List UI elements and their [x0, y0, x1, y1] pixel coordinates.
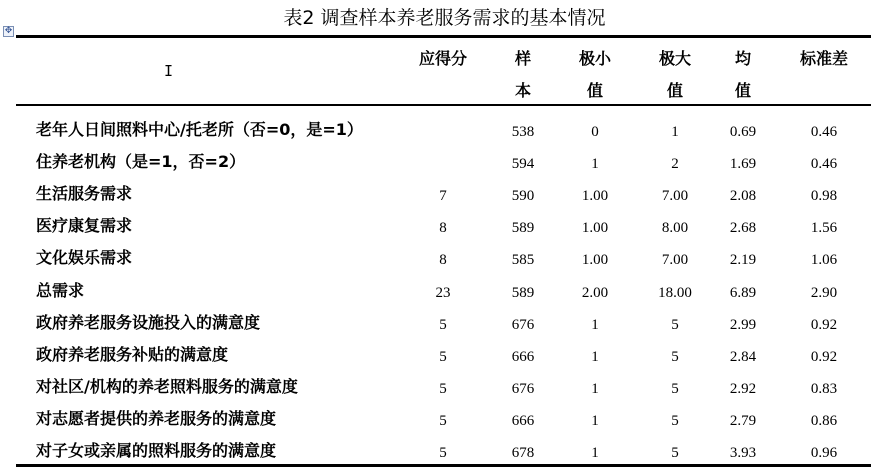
col-header-min-line-2: 值	[586, 81, 603, 100]
cell-mean: 2.99	[729, 316, 757, 333]
cell-sd: 0.98	[810, 188, 838, 205]
table-header-rule	[16, 104, 871, 106]
cell-sample: 589	[511, 220, 535, 237]
row-label: 生活服务需求	[36, 184, 133, 204]
col-header-mean-line-2: 值	[734, 81, 751, 100]
table-row	[0, 183, 889, 215]
cell-sd: 0.92	[810, 348, 838, 365]
cell-mean: 3.93	[729, 445, 757, 461]
row-label: 总需求	[36, 280, 85, 300]
cell-max: 5	[671, 348, 679, 365]
cell-sample: 678	[511, 445, 535, 461]
row-label: 文化娱乐需求	[36, 248, 133, 268]
cell-min: 2.00	[581, 284, 609, 301]
col-header-mean-line-1: 均	[734, 49, 751, 68]
cell-score: 23	[435, 284, 451, 301]
cell-max: 5	[671, 412, 679, 429]
table-row	[0, 440, 889, 472]
cell-mean: 2.84	[729, 348, 757, 365]
cell-sd: 0.83	[810, 380, 838, 397]
cell-max: 7.00	[661, 188, 689, 205]
cell-max: 18.00	[658, 284, 692, 301]
cell-min: 1.00	[581, 220, 609, 237]
cell-score: 8	[439, 252, 447, 269]
cell-sd: 2.90	[810, 284, 838, 301]
cell-min: 1	[591, 412, 599, 429]
col-header-sd: 标准差	[799, 49, 848, 68]
cell-mean: 2.92	[729, 380, 757, 397]
table-row	[0, 312, 889, 344]
cell-sd: 0.46	[810, 124, 838, 140]
cell-mean: 2.68	[729, 220, 757, 237]
cell-max: 5	[671, 445, 679, 461]
table-row	[0, 280, 889, 312]
cell-sample: 538	[511, 124, 535, 140]
cell-sd: 1.06	[810, 252, 838, 269]
row-label: 政府养老服务设施投入的满意度	[36, 312, 261, 332]
table-row	[0, 344, 889, 376]
cell-sample: 676	[511, 316, 535, 333]
cell-min: 1.00	[581, 188, 609, 205]
cell-max: 2	[671, 156, 679, 173]
cell-sd: 1.56	[810, 220, 838, 237]
cell-mean: 2.19	[729, 252, 757, 269]
table-title: 表2 调查样本养老服务需求的基本情况	[283, 7, 606, 29]
cell-sample: 590	[511, 188, 535, 205]
row-label: 住养老机构（是=1，否=2）	[36, 152, 246, 172]
cell-score: 7	[439, 188, 447, 205]
cell-score: 5	[439, 316, 447, 333]
table-row	[0, 151, 889, 183]
col-header-sample-line-2: 本	[514, 81, 531, 100]
row-label: 医疗康复需求	[36, 216, 133, 236]
cell-sd: 0.96	[810, 445, 838, 461]
cell-min: 1	[591, 348, 599, 365]
cell-mean: 0.69	[729, 124, 757, 140]
row-label: 老年人日间照料中心/托老所（否=0，是=1）	[36, 120, 363, 139]
row-label: 对志愿者提供的养老服务的满意度	[36, 408, 277, 428]
cell-min: 1	[591, 156, 599, 173]
cell-sd: 0.86	[810, 412, 838, 429]
cell-mean: 1.69	[729, 156, 757, 173]
table-row	[0, 119, 889, 151]
cell-sample: 666	[511, 348, 535, 365]
col-header-score: 应得分	[418, 49, 467, 68]
row-label: 政府养老服务补贴的满意度	[36, 344, 229, 364]
cell-score: 5	[439, 380, 447, 397]
table-top-rule	[16, 35, 871, 38]
col-header-min-line-1: 极小	[578, 49, 611, 68]
cell-min: 1	[591, 445, 599, 461]
cell-sample: 676	[511, 380, 535, 397]
cell-score: 5	[439, 445, 447, 461]
col-header-sample-line-1: 样	[514, 49, 531, 68]
text-cursor-icon: I	[164, 62, 174, 80]
cell-max: 5	[671, 380, 679, 397]
cell-min: 1	[591, 380, 599, 397]
cell-max: 1	[671, 124, 679, 140]
cell-max: 8.00	[661, 220, 689, 237]
cell-mean: 2.08	[729, 188, 757, 205]
table-move-handle-icon[interactable]: ✥	[4, 26, 13, 36]
cell-score: 8	[439, 220, 447, 237]
table-bottom-rule	[16, 464, 871, 467]
cell-min: 1	[591, 316, 599, 333]
cell-sd: 0.46	[810, 156, 838, 173]
row-label: 对社区/机构的养老照料服务的满意度	[36, 376, 298, 396]
cell-min: 0	[591, 124, 599, 140]
cell-sample: 594	[511, 156, 535, 173]
row-label: 对子女或亲属的照料服务的满意度	[36, 441, 277, 460]
table-row	[0, 408, 889, 440]
cell-min: 1.00	[581, 252, 609, 269]
table-row	[0, 247, 889, 279]
cell-mean: 2.79	[729, 412, 757, 429]
cell-sample: 585	[511, 252, 535, 269]
cell-mean: 6.89	[729, 284, 757, 301]
table-row	[0, 376, 889, 408]
col-header-max-line-1: 极大	[658, 49, 691, 68]
cell-sample: 666	[511, 412, 535, 429]
cell-max: 5	[671, 316, 679, 333]
table-row	[0, 215, 889, 247]
cell-max: 7.00	[661, 252, 689, 269]
cell-score: 5	[439, 412, 447, 429]
cell-score: 5	[439, 348, 447, 365]
cell-sample: 589	[511, 284, 535, 301]
col-header-max-line-2: 值	[666, 81, 683, 100]
cell-sd: 0.92	[810, 316, 838, 333]
